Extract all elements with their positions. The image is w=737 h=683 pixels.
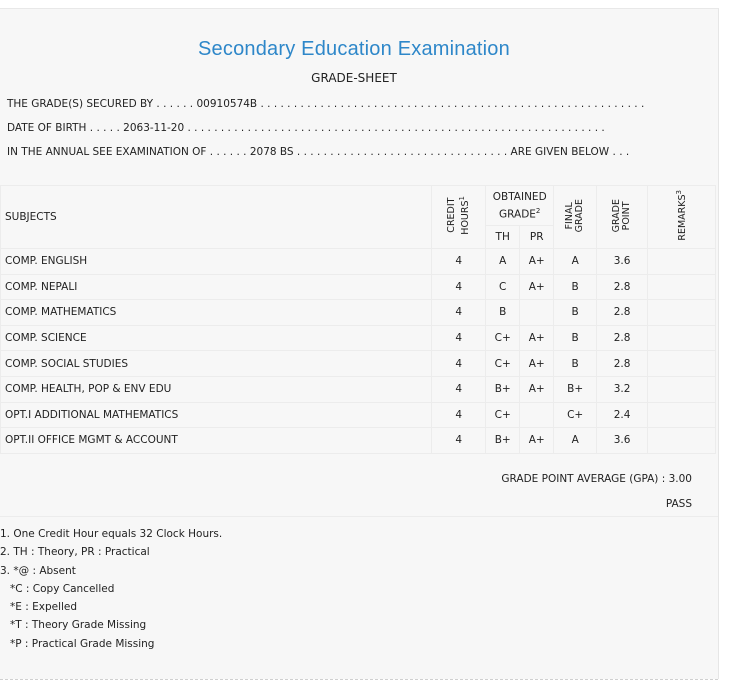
cell-pr: A+ bbox=[520, 325, 554, 351]
cell-credit: 4 bbox=[432, 376, 486, 402]
cell-final: A bbox=[554, 249, 597, 275]
cell-pr: A+ bbox=[520, 274, 554, 300]
cell-pr bbox=[520, 402, 554, 428]
page-subtitle: GRADE-SHEET bbox=[311, 71, 397, 85]
cell-th: B+ bbox=[486, 376, 520, 402]
cell-th: C+ bbox=[486, 402, 520, 428]
result-status: PASS bbox=[665, 498, 692, 510]
obtained-grade-header: OBTAINED GRADE$^2$ bbox=[486, 186, 554, 226]
subjects-header: SUBJECTS bbox=[1, 186, 432, 249]
footnote: *E : Expelled bbox=[10, 601, 78, 614]
cell-remarks bbox=[648, 325, 716, 351]
cell-remarks bbox=[648, 300, 716, 326]
secured-by-line: THE GRADE(S) SECURED BY . . . . . . 00910574B . . . . . . . . . . . . . . . . . . . . . . . . . . . . . . . . . . . . . . . . . . . . . . . . . . . . . . . . . . bbox=[7, 98, 645, 110]
cell-credit: 4 bbox=[432, 428, 486, 454]
cell-remarks bbox=[648, 376, 716, 402]
cell-pr: A+ bbox=[520, 428, 554, 454]
table-row bbox=[1, 300, 716, 326]
footnote: 3. *@ : Absent bbox=[0, 564, 76, 577]
cell-pr: A+ bbox=[520, 376, 554, 402]
cell-th: A bbox=[486, 249, 520, 275]
divider bbox=[0, 516, 718, 517]
table-row bbox=[1, 351, 716, 377]
cell-th: C+ bbox=[486, 351, 520, 377]
cell-gp: 3.2 bbox=[597, 376, 648, 402]
footnote: *P : Practical Grade Missing bbox=[10, 637, 155, 650]
page-bottom-border bbox=[0, 679, 718, 680]
table-row bbox=[1, 376, 716, 402]
cell-subject: OPT.II OFFICE MGMT & ACCOUNT bbox=[1, 428, 432, 454]
footnote: 1. One Credit Hour equals 32 Clock Hours. bbox=[0, 528, 223, 540]
cell-remarks bbox=[648, 402, 716, 428]
table-row bbox=[1, 249, 716, 275]
cell-final: B bbox=[554, 351, 597, 377]
cell-final: B bbox=[554, 325, 597, 351]
cell-gp: 2.8 bbox=[597, 325, 648, 351]
dob-line: DATE OF BIRTH . . . . . 2063-11-20 . . . . . . . . . . . . . . . . . . . . . . . . . . . . . . . . . . . . . . . . . . . . . . . . . . . . . . . . . . . . . . . bbox=[7, 122, 605, 134]
grade-sheet bbox=[0, 8, 719, 679]
cell-credit: 4 bbox=[432, 249, 486, 275]
cell-gp: 2.4 bbox=[597, 402, 648, 428]
cell-remarks bbox=[648, 249, 716, 275]
cell-credit: 4 bbox=[432, 351, 486, 377]
footnote: *T : Theory Grade Missing bbox=[10, 619, 147, 632]
cell-subject: COMP. SCIENCE bbox=[1, 325, 432, 351]
cell-credit: 4 bbox=[432, 402, 486, 428]
cell-final: B+ bbox=[554, 376, 597, 402]
pr-header: PR bbox=[520, 226, 554, 249]
cell-gp: 3.6 bbox=[597, 428, 648, 454]
exam-line: IN THE ANNUAL SEE EXAMINATION OF . . . . . . 2078 BS . . . . . . . . . . . . . . . . . . . . . . . . . . . . . . . . ARE GIVEN BELOW . . . bbox=[7, 146, 630, 158]
credit-hours-header: CREDIT HOURS$^1$ bbox=[432, 186, 486, 249]
cell-subject: COMP. NEPALI bbox=[1, 274, 432, 300]
cell-th: C+ bbox=[486, 325, 520, 351]
final-grade-header: FINAL GRADE bbox=[554, 186, 597, 249]
footnotes bbox=[0, 525, 222, 653]
cell-final: B bbox=[554, 300, 597, 326]
cell-remarks bbox=[648, 351, 716, 377]
cell-gp: 2.8 bbox=[597, 351, 648, 377]
footnote: 2. TH : Theory, PR : Practical bbox=[0, 546, 150, 559]
cell-gp: 2.8 bbox=[597, 274, 648, 300]
cell-subject: COMP. ENGLISH bbox=[1, 249, 432, 275]
cell-subject: OPT.I ADDITIONAL MATHEMATICS bbox=[1, 402, 432, 428]
footnote: *C : Copy Cancelled bbox=[10, 582, 115, 595]
remarks-header: REMARKS$^3$ bbox=[648, 186, 716, 249]
cell-credit: 4 bbox=[432, 325, 486, 351]
cell-subject: COMP. SOCIAL STUDIES bbox=[1, 351, 432, 377]
table-row bbox=[1, 428, 716, 454]
cell-remarks bbox=[648, 428, 716, 454]
table-row bbox=[1, 325, 716, 351]
cell-pr: A+ bbox=[520, 351, 554, 377]
cell-pr: A+ bbox=[520, 249, 554, 275]
cell-subject: COMP. HEALTH, POP & ENV EDU bbox=[1, 376, 432, 402]
grades-table bbox=[0, 185, 716, 454]
table-row bbox=[1, 274, 716, 300]
cell-th: B+ bbox=[486, 428, 520, 454]
cell-th: C bbox=[486, 274, 520, 300]
cell-th: B bbox=[486, 300, 520, 326]
page-title: Secondary Education Examination bbox=[198, 38, 510, 60]
table-row bbox=[1, 402, 716, 428]
cell-final: B bbox=[554, 274, 597, 300]
gpa-summary: GRADE POINT AVERAGE (GPA) : 3.00 bbox=[501, 473, 692, 485]
cell-pr bbox=[520, 300, 554, 326]
cell-credit: 4 bbox=[432, 300, 486, 326]
cell-subject: COMP. MATHEMATICS bbox=[1, 300, 432, 326]
th-header: TH bbox=[486, 226, 520, 249]
cell-final: C+ bbox=[554, 402, 597, 428]
cell-gp: 2.8 bbox=[597, 300, 648, 326]
cell-gp: 3.6 bbox=[597, 249, 648, 275]
cell-final: A bbox=[554, 428, 597, 454]
grade-point-header: GRADE POINT bbox=[597, 186, 648, 249]
cell-remarks bbox=[648, 274, 716, 300]
cell-credit: 4 bbox=[432, 274, 486, 300]
